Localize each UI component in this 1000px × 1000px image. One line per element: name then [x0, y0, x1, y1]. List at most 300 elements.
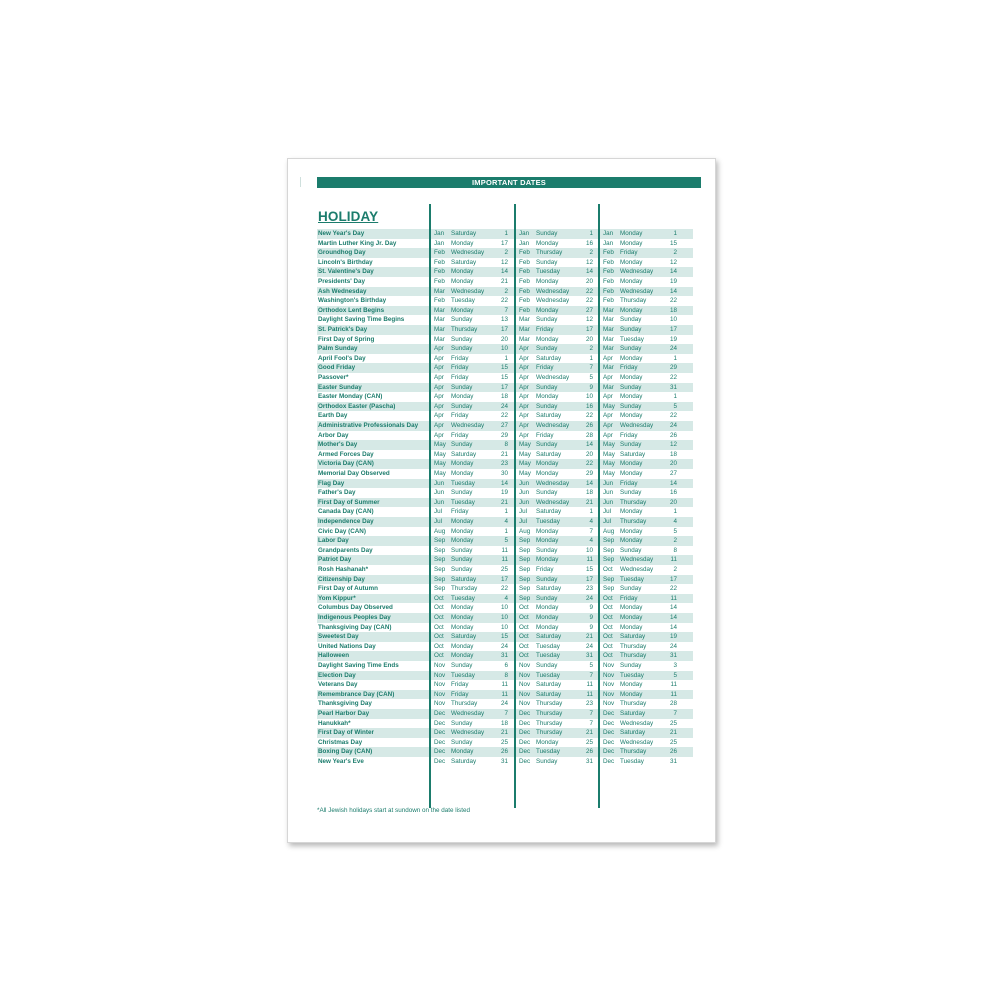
date-month: Oct [434, 614, 444, 621]
date-weekday: Thursday [620, 297, 647, 305]
date-weekday: Tuesday [451, 671, 475, 679]
holiday-name: Rosh Hashanah* [318, 566, 369, 573]
date-month: Feb [603, 268, 614, 276]
date-day: 18 [669, 306, 677, 314]
date-weekday: Sunday [620, 585, 642, 593]
date-day: 17 [500, 239, 508, 247]
holiday-name: Administrative Professionals Day [318, 422, 419, 429]
date-day: 10 [500, 604, 508, 612]
holiday-row [318, 536, 694, 546]
date-weekday: Friday [536, 364, 554, 372]
date-day: 9 [589, 623, 593, 631]
date-day: 20 [500, 335, 508, 343]
date-weekday: Friday [620, 479, 638, 487]
date-weekday: Monday [620, 681, 643, 689]
date-day: 1 [589, 354, 593, 362]
date-day: 14 [500, 268, 508, 276]
holiday-name: Daylight Saving Time Begins [318, 316, 405, 324]
holiday-row [318, 421, 694, 431]
date-day: 19 [500, 489, 508, 497]
date-weekday: Monday [620, 239, 643, 247]
date-weekday: Friday [451, 412, 469, 420]
date-day: 2 [504, 287, 508, 295]
date-weekday: Sunday [536, 546, 558, 554]
holiday-name: Veterans Day [318, 681, 358, 689]
date-weekday: Friday [536, 566, 554, 573]
date-month: Apr [603, 374, 613, 381]
date-day: 11 [501, 556, 508, 564]
date-day: 3 [673, 662, 677, 669]
date-weekday: Sunday [536, 441, 558, 449]
date-month: Jul [519, 518, 528, 525]
date-month: Dec [603, 748, 615, 756]
date-weekday: Monday [536, 239, 559, 247]
holiday-row [318, 517, 694, 527]
date-month: Jul [603, 508, 612, 516]
date-weekday: Saturday [536, 585, 562, 593]
date-weekday: Saturday [620, 450, 646, 458]
date-day: 22 [585, 297, 593, 305]
date-day: 11 [586, 681, 593, 689]
date-month: Apr [519, 393, 529, 401]
date-weekday: Thursday [620, 748, 647, 756]
date-month: Dec [519, 758, 531, 765]
date-day: 26 [585, 748, 593, 756]
holiday-row [318, 248, 694, 258]
holiday-name: New Year's Eve [318, 758, 364, 765]
date-month: Sep [519, 575, 531, 583]
date-weekday: Saturday [451, 450, 477, 458]
date-day: 24 [585, 642, 593, 650]
date-weekday: Tuesday [620, 758, 644, 765]
date-weekday: Tuesday [536, 652, 560, 660]
date-day: 21 [669, 729, 677, 737]
date-day: 26 [585, 422, 593, 429]
date-day: 31 [669, 758, 677, 765]
date-month: Nov [603, 681, 615, 689]
date-weekday: Thursday [536, 249, 563, 257]
holiday-row [318, 651, 694, 661]
date-day: 12 [669, 441, 677, 449]
date-day: 14 [500, 479, 508, 487]
date-weekday: Sunday [620, 316, 642, 324]
date-day: 5 [589, 374, 593, 381]
date-day: 6 [504, 662, 508, 669]
date-month: Feb [603, 278, 614, 285]
date-month: Aug [434, 527, 446, 535]
holiday-row [318, 363, 694, 373]
date-day: 26 [669, 748, 677, 756]
date-day: 11 [501, 690, 508, 698]
date-day: 7 [589, 364, 593, 372]
date-day: 24 [500, 700, 508, 708]
date-weekday: Wednesday [536, 498, 570, 506]
date-month: Dec [519, 719, 531, 727]
date-weekday: Monday [451, 460, 474, 468]
date-month: May [603, 441, 615, 449]
date-month: Nov [519, 662, 531, 669]
date-day: 21 [585, 633, 593, 641]
holiday-section-title: HOLIDAY [318, 209, 379, 224]
date-day: 14 [669, 287, 677, 295]
date-day: 14 [585, 268, 593, 276]
date-month: Sep [519, 594, 531, 602]
date-month: Nov [434, 671, 446, 679]
holiday-name: Lincoln's Birthday [318, 258, 373, 266]
date-weekday: Wednesday [620, 738, 654, 746]
date-weekday: Monday [536, 604, 559, 612]
date-weekday: Monday [620, 354, 643, 362]
date-day: 2 [589, 345, 593, 353]
date-month: Feb [434, 268, 445, 276]
date-month: Dec [603, 758, 615, 765]
date-weekday: Thursday [536, 710, 563, 717]
holiday-name: Ash Wednesday [318, 287, 367, 295]
date-day: 1 [673, 354, 677, 362]
date-day: 10 [500, 623, 508, 631]
date-month: Sep [434, 585, 446, 593]
date-month: Apr [434, 364, 444, 372]
date-day: 9 [589, 383, 593, 391]
holiday-name: Orthodox Lent Begins [318, 306, 385, 314]
date-weekday: Saturday [620, 633, 646, 641]
date-weekday: Monday [620, 470, 643, 477]
date-month: Dec [434, 748, 446, 756]
date-weekday: Thursday [620, 498, 647, 506]
date-weekday: Monday [620, 604, 643, 612]
holiday-row [318, 344, 694, 354]
date-weekday: Monday [451, 652, 474, 660]
holiday-row [318, 584, 694, 594]
date-day: 24 [500, 402, 508, 410]
date-month: Apr [434, 374, 444, 381]
date-weekday: Saturday [536, 450, 562, 458]
date-day: 14 [669, 623, 677, 631]
holiday-name: Groundhog Day [318, 249, 366, 257]
date-month: Feb [519, 249, 530, 257]
date-month: Dec [434, 719, 446, 727]
date-day: 18 [500, 393, 508, 401]
date-month: Oct [519, 614, 529, 621]
date-day: 1 [673, 508, 677, 516]
date-weekday: Wednesday [620, 422, 654, 429]
date-month: Nov [603, 662, 615, 669]
holiday-row [318, 315, 694, 325]
date-weekday: Sunday [620, 326, 642, 333]
date-month: Nov [603, 690, 615, 698]
date-weekday: Friday [536, 326, 554, 333]
page-tick-mark [300, 177, 301, 187]
date-weekday: Thursday [620, 518, 647, 525]
date-weekday: Wednesday [451, 710, 485, 717]
date-month: Nov [434, 690, 446, 698]
date-day: 7 [504, 306, 508, 314]
date-weekday: Monday [536, 537, 559, 545]
date-month: Apr [434, 354, 444, 362]
holiday-name: First Day of Summer [318, 498, 380, 506]
date-weekday: Saturday [620, 729, 646, 737]
date-month: Apr [434, 345, 444, 353]
date-weekday: Monday [451, 527, 474, 535]
date-day: 12 [585, 316, 593, 324]
date-day: 15 [500, 633, 508, 641]
date-day: 2 [673, 537, 677, 545]
holiday-name: Civic Day (CAN) [318, 527, 366, 535]
date-day: 24 [500, 642, 508, 650]
date-day: 26 [669, 431, 677, 439]
date-weekday: Monday [620, 537, 643, 545]
date-day: 2 [504, 249, 508, 257]
holiday-name: Thanksgiving Day [318, 700, 372, 708]
date-day: 14 [669, 614, 677, 621]
date-month: Oct [519, 633, 529, 641]
holiday-name: Indigenous Peoples Day [318, 614, 391, 621]
planner-page [287, 158, 716, 843]
holiday-name: Columbus Day Observed [318, 604, 393, 612]
holiday-name: First Day of Spring [318, 335, 375, 343]
date-day: 7 [589, 527, 593, 535]
holiday-row [318, 296, 694, 306]
date-weekday: Friday [536, 431, 554, 439]
holiday-name: Citizenship Day [318, 575, 365, 583]
date-weekday: Monday [451, 623, 474, 631]
date-month: Oct [519, 642, 529, 650]
holiday-row [318, 431, 694, 441]
holiday-row [318, 469, 694, 479]
date-weekday: Sunday [536, 316, 558, 324]
date-month: Dec [519, 748, 531, 756]
date-month: Nov [519, 671, 531, 679]
date-day: 12 [669, 258, 677, 266]
date-day: 21 [585, 729, 593, 737]
date-day: 22 [585, 287, 593, 295]
holiday-row [318, 488, 694, 498]
date-weekday: Monday [536, 470, 559, 477]
date-month: Oct [603, 623, 613, 631]
date-month: Feb [519, 306, 530, 314]
holiday-row [318, 671, 694, 681]
date-day: 10 [585, 546, 593, 554]
date-day: 2 [673, 566, 677, 573]
holiday-name: Hanukkah* [318, 719, 351, 727]
date-weekday: Sunday [451, 738, 473, 746]
date-day: 10 [500, 614, 508, 621]
date-month: Nov [434, 700, 446, 708]
date-day: 1 [504, 354, 508, 362]
date-day: 26 [500, 748, 508, 756]
date-day: 5 [504, 537, 508, 545]
date-day: 22 [500, 297, 508, 305]
date-weekday: Wednesday [451, 287, 485, 295]
date-weekday: Sunday [451, 383, 473, 391]
date-month: Oct [603, 566, 613, 573]
date-weekday: Thursday [536, 729, 563, 737]
date-day: 19 [669, 278, 677, 285]
date-month: Feb [434, 278, 445, 285]
date-day: 28 [669, 700, 677, 708]
date-weekday: Thursday [536, 719, 563, 727]
date-weekday: Wednesday [536, 297, 570, 305]
date-month: Oct [603, 642, 613, 650]
date-weekday: Monday [620, 527, 643, 535]
date-month: Sep [519, 585, 531, 593]
holiday-name: Sweetest Day [318, 633, 359, 641]
date-day: 5 [589, 662, 593, 669]
date-day: 11 [586, 556, 593, 564]
holiday-row [318, 555, 694, 565]
date-day: 17 [500, 326, 508, 333]
date-month: Nov [519, 690, 531, 698]
date-month: Jun [603, 479, 614, 487]
date-month: Oct [519, 652, 529, 660]
date-month: Mar [603, 326, 614, 333]
date-day: 14 [669, 604, 677, 612]
date-month: Dec [603, 729, 615, 737]
date-month: Sep [519, 537, 531, 545]
date-month: Nov [434, 681, 446, 689]
date-weekday: Wednesday [620, 566, 654, 573]
holiday-name: Orthodox Easter (Pascha) [318, 402, 396, 410]
date-day: 9 [589, 604, 593, 612]
date-month: Apr [519, 383, 529, 391]
date-day: 5 [673, 671, 677, 679]
date-month: Sep [603, 556, 615, 564]
date-weekday: Monday [451, 278, 474, 285]
holiday-name: Boxing Day (CAN) [318, 748, 373, 756]
date-weekday: Monday [451, 614, 474, 621]
date-month: Apr [434, 412, 444, 420]
date-month: Jan [519, 239, 530, 247]
date-month: Jun [434, 498, 445, 506]
date-weekday: Monday [451, 518, 474, 525]
holiday-name: Election Day [318, 671, 356, 679]
holiday-name: Easter Sunday [318, 383, 362, 391]
holiday-row [318, 411, 694, 421]
date-weekday: Monday [620, 460, 643, 468]
date-month: Jun [519, 498, 530, 506]
date-day: 20 [669, 460, 677, 468]
date-weekday: Wednesday [620, 287, 654, 295]
date-day: 17 [585, 575, 593, 583]
date-weekday: Saturday [620, 710, 646, 717]
date-weekday: Thursday [451, 326, 478, 333]
date-weekday: Monday [620, 393, 643, 401]
date-day: 20 [585, 450, 593, 458]
holiday-row [318, 680, 694, 690]
date-day: 1 [673, 393, 677, 401]
holiday-name: Passover* [318, 374, 349, 381]
date-month: May [603, 460, 615, 468]
date-weekday: Thursday [451, 585, 478, 593]
date-weekday: Friday [620, 364, 638, 372]
holiday-name: Grandparents Day [318, 546, 373, 554]
date-month: Mar [434, 287, 445, 295]
date-weekday: Thursday [620, 642, 647, 650]
date-day: 17 [500, 383, 508, 391]
date-weekday: Sunday [536, 402, 558, 410]
holiday-row [318, 479, 694, 489]
date-month: Apr [519, 431, 529, 439]
date-weekday: Monday [451, 393, 474, 401]
holiday-name: St. Patrick's Day [318, 326, 368, 333]
date-day: 20 [585, 278, 593, 285]
date-weekday: Saturday [536, 633, 562, 641]
date-day: 30 [500, 470, 508, 477]
date-weekday: Monday [451, 748, 474, 756]
date-day: 11 [586, 690, 593, 698]
date-weekday: Monday [536, 614, 559, 621]
date-weekday: Sunday [620, 402, 642, 410]
date-day: 11 [670, 594, 677, 602]
date-day: 22 [669, 297, 677, 305]
date-month: May [603, 470, 615, 477]
date-month: Aug [519, 527, 531, 535]
date-day: 1 [504, 230, 508, 237]
date-month: Feb [603, 297, 614, 305]
date-weekday: Tuesday [536, 268, 560, 276]
date-day: 2 [589, 249, 593, 257]
date-day: 16 [585, 402, 593, 410]
date-month: Dec [603, 719, 615, 727]
date-day: 21 [500, 278, 508, 285]
date-month: Jul [434, 518, 443, 525]
holiday-name: Yom Kippur* [318, 594, 356, 602]
date-weekday: Monday [536, 623, 559, 631]
date-month: Nov [434, 662, 446, 669]
date-day: 9 [589, 614, 593, 621]
date-day: 5 [673, 527, 677, 535]
holiday-row [318, 498, 694, 508]
date-month: Mar [519, 335, 530, 343]
date-day: 11 [670, 681, 677, 689]
date-month: Jan [434, 230, 445, 237]
holiday-row [318, 728, 694, 738]
date-month: Jan [519, 230, 530, 237]
date-month: Jul [603, 518, 612, 525]
date-month: Jul [434, 508, 443, 516]
date-weekday: Sunday [451, 335, 473, 343]
holiday-name: Martin Luther King Jr. Day [318, 239, 397, 247]
date-month: Jan [603, 230, 614, 237]
date-month: May [434, 460, 446, 468]
date-day: 20 [585, 335, 593, 343]
date-month: Mar [519, 316, 530, 324]
holiday-name: Presidents' Day [318, 278, 365, 285]
date-day: 7 [589, 710, 593, 717]
date-day: 4 [504, 594, 508, 602]
date-day: 22 [500, 412, 508, 420]
holiday-row [318, 546, 694, 556]
holiday-name: Father's Day [318, 489, 356, 497]
date-month: Jun [519, 489, 530, 497]
date-month: Dec [603, 710, 615, 717]
date-day: 31 [500, 652, 508, 660]
date-day: 31 [585, 758, 593, 765]
date-weekday: Monday [536, 527, 559, 535]
date-weekday: Monday [620, 690, 643, 698]
date-month: Oct [434, 633, 444, 641]
date-weekday: Tuesday [451, 498, 475, 506]
date-weekday: Monday [536, 556, 559, 564]
date-day: 4 [504, 518, 508, 525]
date-month: Mar [434, 306, 445, 314]
date-day: 31 [669, 652, 677, 660]
date-weekday: Wednesday [536, 422, 570, 429]
date-month: Feb [603, 258, 614, 266]
holiday-name: Flag Day [318, 479, 345, 487]
holiday-name: Victoria Day (CAN) [318, 460, 374, 468]
date-day: 23 [585, 585, 593, 593]
